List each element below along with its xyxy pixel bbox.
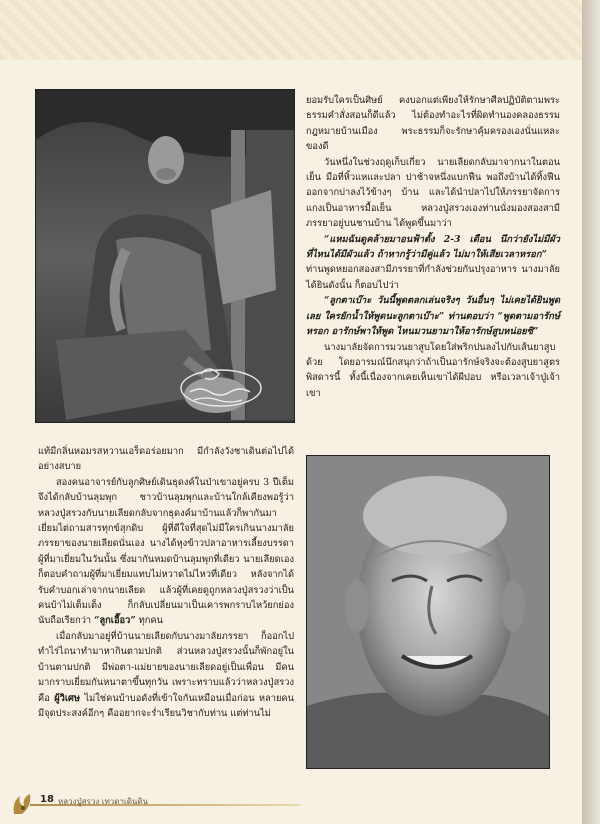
photo-monk-seated <box>36 90 294 422</box>
handwritten-stamp <box>176 362 266 410</box>
emphasis-text: “ลูกเอื๊อว” <box>94 615 136 627</box>
ornament-icon <box>8 788 38 818</box>
paragraph <box>38 629 294 721</box>
paragraph: ท่านพูดหยอกสองสามีภรรยาที่กำลังช่วยกันปรุงอาหาร นางมาลัยได้ยินดังนั้น ก็ตอบไปว่า <box>306 264 560 291</box>
page-spine-shadow <box>582 0 600 824</box>
text-column-left-bottom <box>38 444 294 721</box>
paragraph-text: เมื่อกลับมาอยู่ที่บ้านนายเลียดกับนางมาลัยภรรยา ก็ออกไปทำไร่ไถนาทำมาหากินตามปกติ ส่วนหลวงปู่สรวงนั้นก็พักอยู่ในบ้านตามปกติ มีพ่อตา-แม่ยายของนายเลียดอยู่เป็นเพื่อน มีคนมากราบเยี่ยมกันหนาตาขึ้นทุกวัน เพราะทราบแล้วว่าหลวงปู่สรวงคือ <box>38 630 294 704</box>
paragraph: นางมาลัยจัดการมวนยาสูบโดยใส่พริกปนลงไปกับเส้นยาสูบด้วย โดยอารมณ์นึกสนุกว่าถ้าเป็นอารักษ์จริงจะต้องสูบยาสูตรพิสดารนี้ ทั้งนี้เนื่องจากเคยเห็นเขาได้ผีปอบ หรือเวลาเจ้าปู่เจ้าเขา <box>306 341 560 399</box>
paragraph-text: สองคนอาจารย์กับลูกศิษย์เดินธุดงค์ในป่าเขาอยู่ครบ 3 ปีเต็ม จึงได้กลับบ้านลุมพุก ชาวบ้านลุมพุกและบ้านใกล้เคียงพอรู้ว่า หลวงปู่สรวงกับนายเลียดกลับจากธุดงค์มาบ้านแล้วก็พากันมาเยี่ยมไต่ถามสารทุกข์สุกดิบ ผู้ที่ดีใจที่สุดไม่มีใครเกินนางมาลัย ภรรยาของนายเลียดนั่นเอง นางได้หุงข้าวปลาอาหารเลี้ยงบรรดาผู้ที่มาเยี่ยมในวันนั้น ซึ่งมากันหมดบ้านลุมพุกที่เดียว นายเลียดเองก็ตอบคำถามผู้ที่มาเยี่ยมแทบไม่หวาดไม่ไหวที่เดียว หลังจากได้รับคำบอกเล่าจากนายเลียด แล้วผู้ที่เคยดูถูกหลวงปู่สรวงว่าเป็นคนบ้าไม่เต็มเต็ง ก็กลับเปลี่ยนมาเป็นเคารพกราบไหว้ยกย่อง นับถือเรียกว่า <box>38 476 294 627</box>
emphasis-text: ผู้วิเศษ <box>54 692 81 704</box>
running-title: หลวงปู่สรวง เทวดาเดินดิน <box>58 797 149 806</box>
paragraph: ยอมรับใครเป็นศิษย์ คงบอกแต่เพียงให้รักษาศีลปฏิบัติตามพระธรรมคำสั่งสอนก็ดีแล้ว ไม่ต้องทำอะไรที่ผิดทำนองคลองธรรม กฎหมายบ้านเมือง พระธรรมก็จะรักษาคุ้มครองเองนั่นแหละของดี <box>306 95 560 153</box>
page-number: 18 <box>40 794 54 805</box>
paragraph <box>38 475 294 629</box>
quote-paragraph: “แหมฉันดูคล้ายมาอนฟ้าตั้ง 2-3 เดือน นึกว่ายังไม่มีผัว ที่ไหนได้มีผัวแล้ว ถ้าหากรู้ว่ามีคู่แล้ว ไม่มาให้เสียเวลาหรอก” <box>306 233 560 261</box>
paragraph: แท้มีกลิ่นหอมรสหวานเอร็ดอร่อยมาก มีกำลังวังชาเดินต่อไปได้อย่างสบาย <box>38 446 294 473</box>
paragraph: วันหนึ่งในช่วงฤดูเก็บเกี่ยว นายเลียดกลับมาจากนาในตอนเย็น มือที่หิ้วแหและปลา ปาช้าจหนึ่งแบกฟืน พอถึงบ้านได้ทิ้งฟืนออกจากบ่าลงไว้ข้างๆ บ้าน และได้นำปลาไปให้ภรรยาจัดการแกงเป็นอาหารมื้อเย็น หลวงปู่สรวงเองท่านนั่งมองสองสามีภรรยาอยู่บนชานบ้าน ได้พูดขึ้นมาว่า <box>306 156 560 230</box>
photo-monk-portrait <box>307 456 549 768</box>
paragraph-text: ไม่ใช่คนบ้าบอดังที่เข้าใจกันเหมือนเมื่อก่อน หลายคนมีจุดประสงค์อีกๆ คืออยากจะร่ำเรียนวิชากับท่าน แต่ท่านไม่ <box>38 692 294 719</box>
decorative-top-band <box>0 0 600 60</box>
text-column-right-top <box>306 93 560 401</box>
page-footer <box>0 788 600 824</box>
paragraph-text: ทุกคน <box>135 615 164 627</box>
quote-paragraph: “ลูกตาเบ๊าะ วันนี้พูดตลกเล่นจริงๆ วันอื่นๆ ไม่เคยได้ยินพูดเลย ใครยักน้ำให้พูดนะลูกตาเบ๊าะ” ท่านตอบว่า “พูดตามอารักษ์หรอก อารักษ์พาให้พูด ไหนมวนยามาให้อารักษ์สูบหน่อยซิ” <box>306 295 560 338</box>
